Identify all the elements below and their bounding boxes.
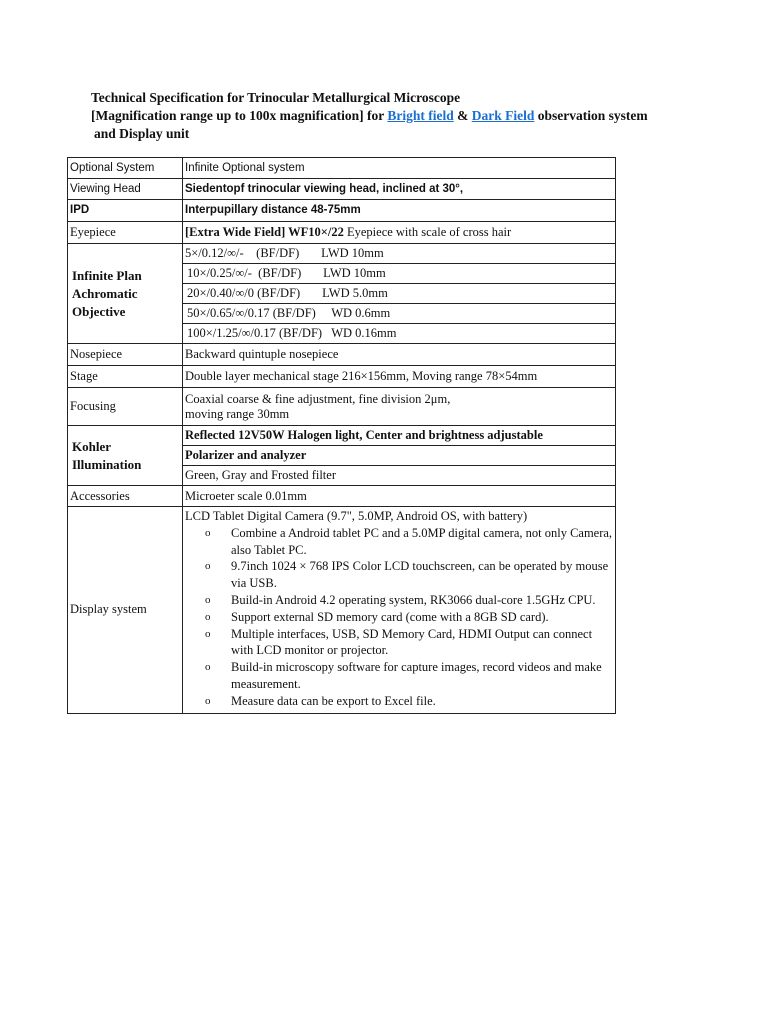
list-item: o 9.7inch 1024 × 768 IPS Color LCD touchscreen, can be operated by mouse via USB. — [205, 558, 613, 592]
list-item: o Measure data can be export to Excel file. — [205, 693, 613, 710]
row-label: Kohler Illumination — [68, 426, 183, 486]
table-row — [68, 158, 616, 179]
list-item: o Build-in microscopy software for capture images, record videos and make measurement. — [205, 659, 613, 693]
table-row — [68, 486, 616, 507]
row-value: Infinite Optional system — [183, 158, 616, 179]
row-label: Viewing Head — [68, 179, 183, 200]
focusing-line-2: moving range 30mm — [185, 406, 290, 421]
objective-item: 20×/0.40/∞/0 (BF/DF) LWD 5.0mm — [183, 284, 616, 304]
table-row — [68, 179, 616, 200]
kohler-item: Reflected 12V50W Halogen light, Center and brightness adjustable — [183, 426, 616, 446]
list-item: o Multiple interfaces, USB, SD Memory Card, HDMI Output can connect with LCD monitor or projector. — [205, 626, 613, 660]
eyepiece-desc: Eyepiece with scale of cross hair — [343, 225, 512, 239]
focusing-line-1: Coaxial coarse & fine adjustment, fine division 2μm, — [185, 391, 451, 406]
row-label: Accessories — [68, 486, 183, 507]
table-row — [68, 222, 616, 244]
display-intro: LCD Tablet Digital Camera (9.7", 5.0MP, Android OS, with battery) — [185, 509, 528, 523]
display-bullet-list — [185, 525, 613, 710]
kohler-item: Green, Gray and Frosted filter — [183, 466, 616, 486]
objective-item: 10×/0.25/∞/- (BF/DF) LWD 10mm — [183, 264, 616, 284]
list-item: o Support external SD memory card (come with a 8GB SD card). — [205, 609, 613, 626]
row-label: IPD — [68, 200, 183, 222]
row-label: Optional System — [68, 158, 183, 179]
list-item: o Combine a Android tablet PC and a 5.0MP digital camera, not only Camera, also Tablet PC. — [205, 525, 613, 559]
row-label: Focusing — [68, 388, 183, 426]
row-label: Infinite Plan Achromatic Objective — [68, 244, 183, 344]
spec-table — [67, 157, 616, 714]
row-value — [183, 507, 616, 714]
objective-item: 50×/0.65/∞/0.17 (BF/DF) WD 0.6mm — [183, 304, 616, 324]
title-line-2 — [91, 107, 751, 125]
objective-item: 5×/0.12/∞/- (BF/DF) LWD 10mm — [183, 244, 616, 264]
row-label: Nosepiece — [68, 344, 183, 366]
row-value: Backward quintuple nosepiece — [183, 344, 616, 366]
table-row — [68, 244, 616, 264]
row-value: Double layer mechanical stage 216×156mm, Moving range 78×54mm — [183, 366, 616, 388]
title-amp: & — [453, 108, 472, 123]
table-row — [68, 507, 616, 714]
title-line-2-suffix: observation system — [534, 108, 648, 123]
table-row — [68, 388, 616, 426]
row-label: Display system — [68, 507, 183, 714]
row-value — [183, 222, 616, 244]
row-value: Interpupillary distance 48-75mm — [183, 200, 616, 222]
dark-field-link[interactable]: Dark Field — [471, 108, 535, 123]
table-row — [68, 200, 616, 222]
row-label: Eyepiece — [68, 222, 183, 244]
row-value: Siedentopf trinocular viewing head, inclined at 30°, — [183, 179, 616, 200]
row-label: Stage — [68, 366, 183, 388]
title-line-2-prefix: [Magnification range up to 100x magnification] for — [91, 108, 388, 123]
list-item: o Build-in Android 4.2 operating system, RK3066 dual-core 1.5GHz CPU. — [205, 592, 613, 609]
title-line-3: and Display unit — [94, 126, 190, 141]
table-row — [68, 426, 616, 446]
row-value: Microeter scale 0.01mm — [183, 486, 616, 507]
row-value — [183, 388, 616, 426]
title-line-1: Technical Specification for Trinocular Metallurgical Microscope — [91, 90, 461, 105]
bright-field-link[interactable]: Bright field — [387, 108, 454, 123]
table-row — [68, 366, 616, 388]
kohler-item: Polarizer and analyzer — [183, 446, 616, 466]
objective-item: 100×/1.25/∞/0.17 (BF/DF) WD 0.16mm — [183, 324, 616, 344]
table-row — [68, 344, 616, 366]
eyepiece-spec: [Extra Wide Field] WF10×/22 — [185, 225, 344, 239]
document-title — [91, 89, 751, 143]
